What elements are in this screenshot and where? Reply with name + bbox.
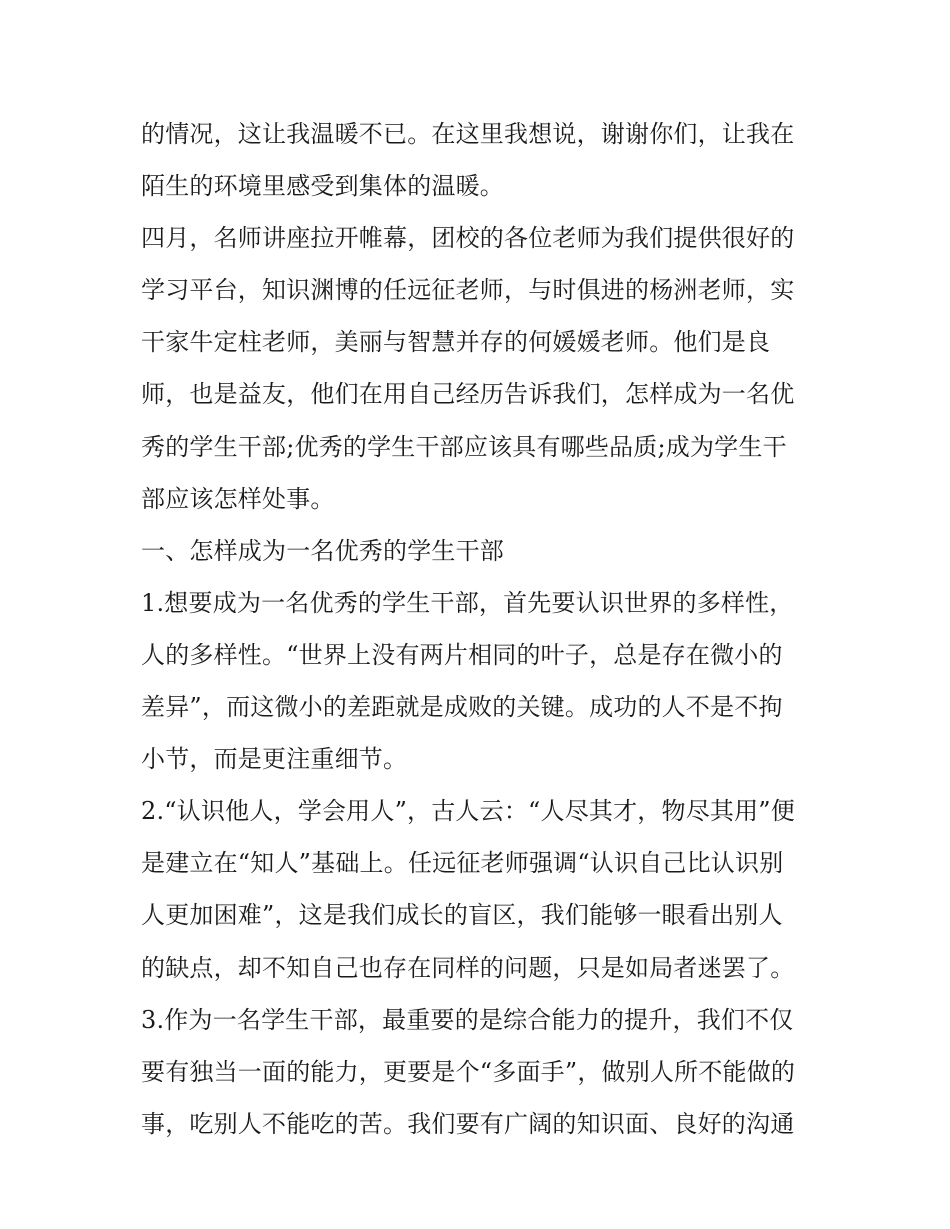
text-line: 要有独当一面的能力，更要是个“多面手”，做别人所不能做的 <box>141 1057 796 1086</box>
text-line: 是建立在“知人”基础上。任远征老师强调“认识自己比认识别 <box>141 849 784 878</box>
text-line: 3.作为一名学生干部，最重要的是综合能力的提升，我们不仅 <box>141 1005 794 1034</box>
text-line: 小节，而是更注重细节。 <box>141 745 408 774</box>
section-heading: 一、怎样成为一名优秀的学生干部 <box>141 536 504 565</box>
text-line: 人更加困难”，这是我们成长的盲区，我们能够一眼看出别人 <box>141 901 783 930</box>
text-line: 秀的学生干部;优秀的学生干部应该具有哪些品质;成为学生干 <box>141 432 787 461</box>
text-line: 的情况，这让我温暖不已。在这里我想说，谢谢你们，让我在 <box>141 120 795 148</box>
text-line: 人的多样性。“世界上没有两片相同的叶子，总是存在微小的 <box>141 640 783 669</box>
text-line: 部应该怎样处事。 <box>141 484 335 513</box>
text-line: 陌生的环境里感受到集体的温暖。 <box>141 172 504 201</box>
body-text <box>141 108 816 1150</box>
text-line: 差异”，而这微小的差距就是成败的关键。成功的人不是不拘 <box>141 693 783 722</box>
text-line: 2.“认识他人，学会用人”，古人云：“人尽其才，物尽其用”便 <box>141 797 795 826</box>
text-line: 1.想要成为一名优秀的学生干部，首先要认识世界的多样性， <box>141 588 794 617</box>
text-line: 事，吃别人不能吃的苦。我们要有广阔的知识面、良好的沟通 <box>141 1109 795 1138</box>
text-line: 的缺点，却不知自己也存在同样的问题，只是如局者迷罢了。 <box>141 953 795 982</box>
text-line: 干家牛定柱老师，美丽与智慧并存的何媛媛老师。他们是良 <box>141 328 771 357</box>
text-line: 师，也是益友，他们在用自己经历告诉我们，怎样成为一名优 <box>141 380 795 409</box>
text-line: 四月，名师讲座拉开帷幕，团校的各位老师为我们提供很好的 <box>141 224 795 253</box>
text-line: 学习平台，知识渊博的任远征老师，与时俱进的杨洲老师，实 <box>141 276 795 305</box>
